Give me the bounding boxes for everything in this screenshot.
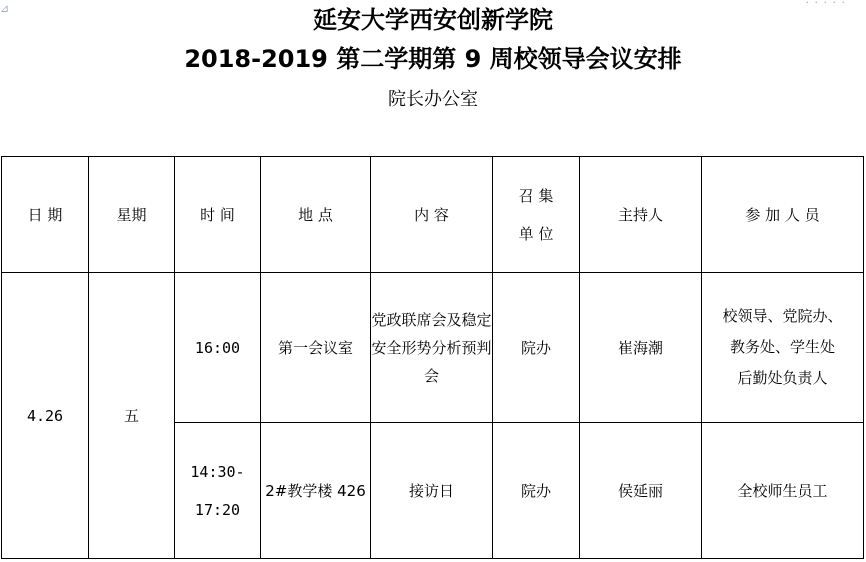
- cell-content: 党政联席会及稳定安全形势分析预判会: [371, 273, 493, 423]
- cell-convener: 院办: [493, 423, 580, 559]
- header-date: 日 期: [2, 157, 89, 273]
- document-subtitle-heading: 2018-2019 第二学期第 9 周校领导会议安排: [184, 45, 682, 73]
- header-weekday: 星期: [89, 157, 175, 273]
- cell-convener: 院办: [493, 273, 580, 423]
- corner-dots-icon: · · · · ·: [805, 0, 846, 9]
- cell-content: 接访日: [371, 423, 493, 559]
- cell-host: 崔海潮: [580, 273, 702, 423]
- cell-attendees: 全校师生员工: [702, 423, 864, 559]
- document-title: 延安大学西安创新学院: [313, 6, 553, 34]
- corner-mark-icon: ⊿: [0, 2, 10, 15]
- header-attendees: 参 加 人 员: [702, 157, 864, 273]
- cell-attendees: 校领导、党院办、 教务处、学生处 后勤处负责人: [702, 273, 864, 423]
- cell-location: 第一会议室: [261, 273, 371, 423]
- cell-date: 4.26: [2, 273, 89, 559]
- cell-time: 16:00: [175, 273, 261, 423]
- table-header-row: [2, 157, 864, 273]
- header-convener: 召 集 单 位: [493, 157, 580, 273]
- header-location: 地 点: [261, 157, 371, 273]
- table-row: [2, 273, 864, 423]
- cell-host: 侯延丽: [580, 423, 702, 559]
- header-content: 内 容: [371, 157, 493, 273]
- issuing-office: 院长办公室: [388, 89, 478, 110]
- cell-weekday: 五: [89, 273, 175, 559]
- cell-location: 2#教学楼 426: [261, 423, 371, 559]
- header-host: 主持人: [580, 157, 702, 273]
- cell-time: 14:30- 17:20: [175, 423, 261, 559]
- header-time: 时 间: [175, 157, 261, 273]
- meeting-schedule-table: [1, 156, 864, 559]
